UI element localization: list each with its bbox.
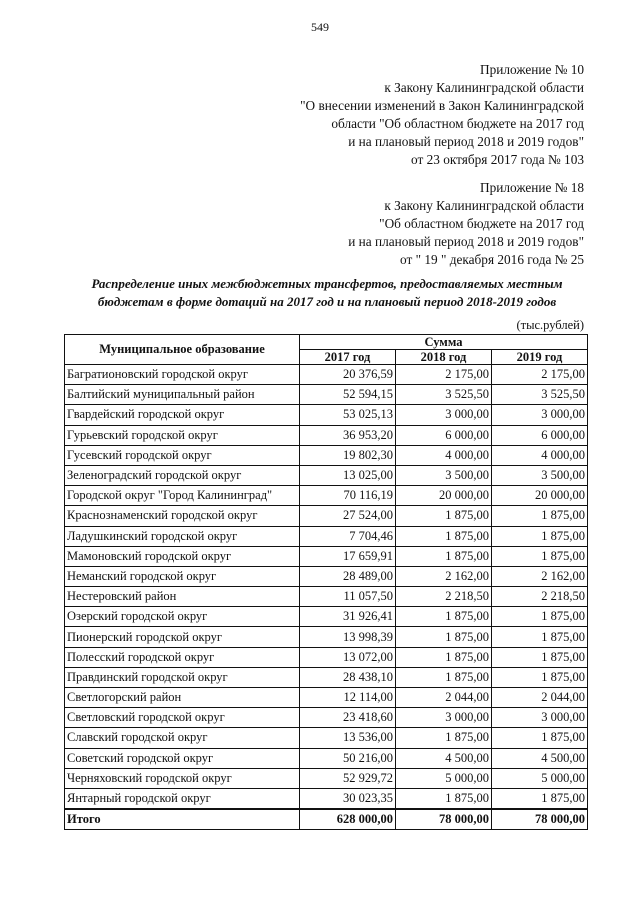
appendix-18-line: Приложение № 18 [480,180,584,195]
value-2018: 2 218,50 [396,587,492,607]
value-2019: 3 500,00 [492,465,588,485]
table-row [65,365,588,385]
document-title [60,275,594,311]
municipality-name: Советский городской округ [65,748,300,768]
table-row [65,546,588,566]
municipality-name: Светловский городской округ [65,708,300,728]
total-label: Итого [65,809,300,830]
value-2017: 27 524,00 [300,506,396,526]
value-2017: 28 489,00 [300,566,396,586]
value-2017: 23 418,60 [300,708,396,728]
value-2018: 3 000,00 [396,405,492,425]
value-2019: 20 000,00 [492,486,588,506]
value-2017: 53 025,13 [300,405,396,425]
table-row [65,688,588,708]
value-2018: 4 000,00 [396,445,492,465]
value-2019: 1 875,00 [492,728,588,748]
table-row [65,506,588,526]
value-2019: 3 000,00 [492,708,588,728]
table-row [65,587,588,607]
value-2017: 13 072,00 [300,647,396,667]
value-2017: 31 926,41 [300,607,396,627]
value-2018: 3 500,00 [396,465,492,485]
appendix-10-line: Приложение № 10 [480,62,584,77]
municipality-name: Озерский городской округ [65,607,300,627]
municipality-name: Гусевский городской округ [65,445,300,465]
municipality-name: Краснознаменский городской округ [65,506,300,526]
value-2017: 36 953,20 [300,425,396,445]
municipality-name: Славский городской округ [65,728,300,748]
table-row [65,708,588,728]
value-2019: 4 000,00 [492,445,588,465]
value-2019: 1 875,00 [492,546,588,566]
value-2019: 3 525,50 [492,385,588,405]
value-2019: 1 875,00 [492,607,588,627]
value-2017: 70 116,19 [300,486,396,506]
appendix-10-line: к Закону Калининградской области [384,80,584,95]
value-2018: 1 875,00 [396,607,492,627]
appendix-18-line: от " 19 " декабря 2016 года № 25 [399,252,584,267]
municipality-name: Городской округ "Город Калининград" [65,486,300,506]
document-title-line: бюджетам в форме дотаций на 2017 год и на плановый период 2018-2019 годов [97,294,557,309]
municipality-name: Нестеровский район [65,587,300,607]
table-body [65,365,588,830]
value-2018: 1 875,00 [396,788,492,809]
table-row [65,728,588,748]
appendix-18-header [348,179,584,269]
value-2019: 1 875,00 [492,506,588,526]
municipality-name: Янтарный городской округ [65,788,300,809]
value-2019: 4 500,00 [492,748,588,768]
document-title-line: Распределение иных межбюджетных трансфертов, предоставляемых местным [91,276,563,291]
value-2018: 6 000,00 [396,425,492,445]
page-number: 549 [311,20,329,34]
value-2019: 2 218,50 [492,587,588,607]
appendix-18-line: и на плановый период 2018 и 2019 годов" [348,234,584,249]
value-2018: 1 875,00 [396,627,492,647]
value-2018: 1 875,00 [396,667,492,687]
municipality-name: Зеленоградский городской округ [65,465,300,485]
value-2017: 7 704,46 [300,526,396,546]
value-2019: 2 175,00 [492,365,588,385]
value-2018: 3 000,00 [396,708,492,728]
value-2019: 1 875,00 [492,526,588,546]
value-2017: 20 376,59 [300,365,396,385]
appendix-10-line: "О внесении изменений в Закон Калининградской [300,98,584,113]
value-2019: 2 044,00 [492,688,588,708]
value-2019: 1 875,00 [492,788,588,809]
table-row [65,425,588,445]
value-2017: 50 216,00 [300,748,396,768]
value-2019: 1 875,00 [492,627,588,647]
value-2017: 52 594,15 [300,385,396,405]
value-2018: 20 000,00 [396,486,492,506]
municipality-name: Черняховский городской округ [65,768,300,788]
municipality-name: Полесский городской округ [65,647,300,667]
total-2019: 78 000,00 [492,809,588,830]
transfers-table [64,334,588,830]
municipality-name: Светлогорский район [65,688,300,708]
table-row [65,627,588,647]
table-row [65,385,588,405]
value-2019: 3 000,00 [492,405,588,425]
value-2017: 28 438,10 [300,667,396,687]
municipality-name: Балтийский муниципальный район [65,385,300,405]
appendix-10-header [300,61,584,169]
municipality-name: Неманский городской округ [65,566,300,586]
municipality-name: Ладушкинский городской округ [65,526,300,546]
municipality-name: Багратионовский городской округ [65,365,300,385]
appendix-18-line: "Об областном бюджете на 2017 год [379,216,584,231]
table-row [65,667,588,687]
value-2019: 1 875,00 [492,667,588,687]
municipality-name: Правдинский городской округ [65,667,300,687]
total-row [65,809,588,830]
value-2019: 6 000,00 [492,425,588,445]
table-row [65,748,588,768]
table-row [65,486,588,506]
table-row [65,465,588,485]
table-row [65,405,588,425]
table-row [65,768,588,788]
value-2019: 1 875,00 [492,647,588,667]
value-2017: 13 998,39 [300,627,396,647]
municipality-name: Пионерский городской округ [65,627,300,647]
municipality-name: Гурьевский городской округ [65,425,300,445]
value-2018: 1 875,00 [396,546,492,566]
value-2018: 1 875,00 [396,728,492,748]
appendix-10-line: от 23 октября 2017 года № 103 [410,152,584,167]
value-2018: 2 175,00 [396,365,492,385]
total-2018: 78 000,00 [396,809,492,830]
header-year-2017: 2017 год [300,350,396,365]
value-2017: 13 025,00 [300,465,396,485]
value-2017: 52 929,72 [300,768,396,788]
value-2017: 12 114,00 [300,688,396,708]
table-row [65,647,588,667]
appendix-18-line: к Закону Калининградской области [384,198,584,213]
appendix-10-line: и на плановый период 2018 и 2019 годов" [348,134,584,149]
value-2018: 5 000,00 [396,768,492,788]
table-row [65,788,588,809]
value-2018: 1 875,00 [396,526,492,546]
total-2017: 628 000,00 [300,809,396,830]
value-2017: 13 536,00 [300,728,396,748]
value-2018: 1 875,00 [396,506,492,526]
value-2017: 11 057,50 [300,587,396,607]
value-2019: 2 162,00 [492,566,588,586]
value-2018: 4 500,00 [396,748,492,768]
value-2018: 2 044,00 [396,688,492,708]
value-2017: 30 023,35 [300,788,396,809]
header-year-2019: 2019 год [492,350,588,365]
value-2018: 2 162,00 [396,566,492,586]
header-sum: Сумма [300,335,588,350]
value-2017: 17 659,91 [300,546,396,566]
appendix-10-line: области "Об областном бюджете на 2017 год [331,116,584,131]
value-2017: 19 802,30 [300,445,396,465]
table-row [65,526,588,546]
municipality-name: Гвардейский городской округ [65,405,300,425]
municipality-name: Мамоновский городской округ [65,546,300,566]
value-2018: 3 525,50 [396,385,492,405]
value-2018: 1 875,00 [396,647,492,667]
units-label: (тыс.рублей) [516,318,584,332]
value-2019: 5 000,00 [492,768,588,788]
header-year-2018: 2018 год [396,350,492,365]
table-row [65,445,588,465]
table-row [65,607,588,627]
table-row [65,566,588,586]
header-municipality: Муниципальное образование [65,335,300,365]
